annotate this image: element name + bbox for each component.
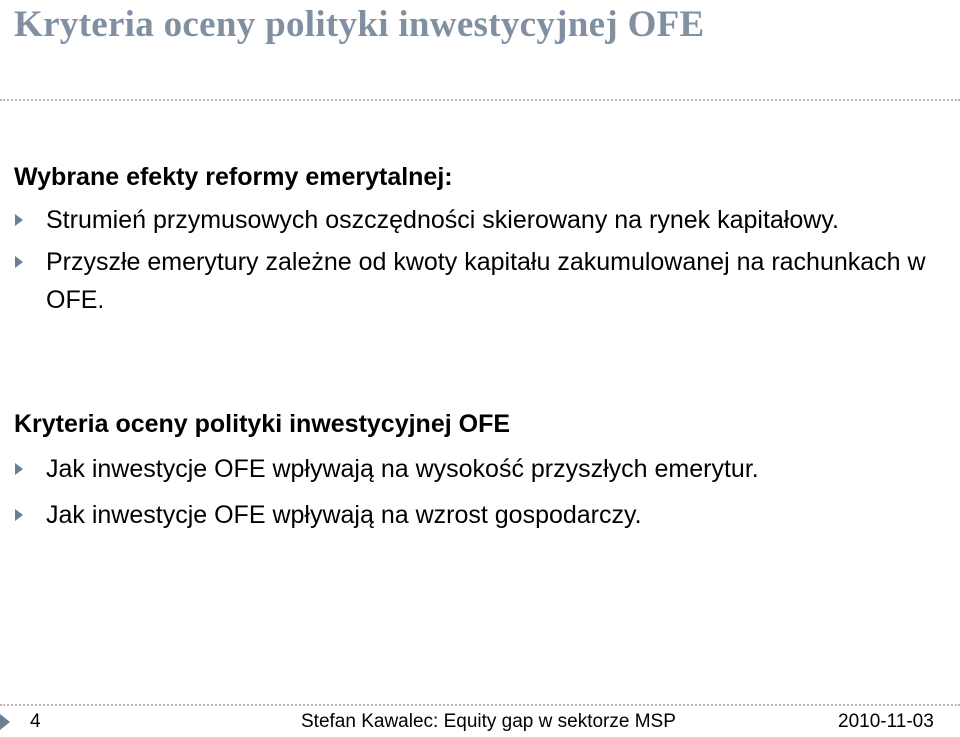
section-heading-criteria: Kryteria oceny polityki inwestycyjnej OFE [14, 410, 511, 438]
list-item [0, 450, 930, 488]
triangle-right-icon [15, 509, 23, 521]
slide-title: Kryteria oceny polityki inwestycyjnej OFE [14, 4, 705, 45]
bullet-list-criteria [0, 450, 930, 534]
footer-date: 2010-11-03 [838, 711, 934, 732]
footer-caption: Stefan Kawalec: Equity gap w sektorze MSP [301, 711, 676, 732]
bullet-text: Jak inwestycje OFE wpływają na wzrost gospodarczy. [46, 501, 642, 529]
triangle-right-icon [0, 714, 10, 730]
triangle-right-icon [15, 256, 23, 268]
list-item [0, 496, 930, 534]
triangle-right-icon [15, 463, 23, 475]
bullet-list-reform-effects [0, 201, 930, 319]
bullet-text: Przyszłe emerytury zależne od kwoty kapitału zakumulowanej na rachunkach w OFE. [46, 248, 926, 314]
bullet-text: Jak inwestycje OFE wpływają na wysokość przyszłych emerytur. [46, 455, 759, 483]
page-number: 4 [30, 711, 41, 732]
footer-divider [0, 704, 960, 706]
bullet-text: Strumień przymusowych oszczędności skierowany na rynek kapitałowy. [46, 206, 839, 234]
triangle-right-icon [15, 214, 23, 226]
section-heading-reform-effects: Wybrane efekty reformy emerytalnej: [14, 163, 453, 191]
title-divider [0, 99, 960, 101]
list-item [0, 201, 930, 239]
list-item [0, 243, 930, 319]
